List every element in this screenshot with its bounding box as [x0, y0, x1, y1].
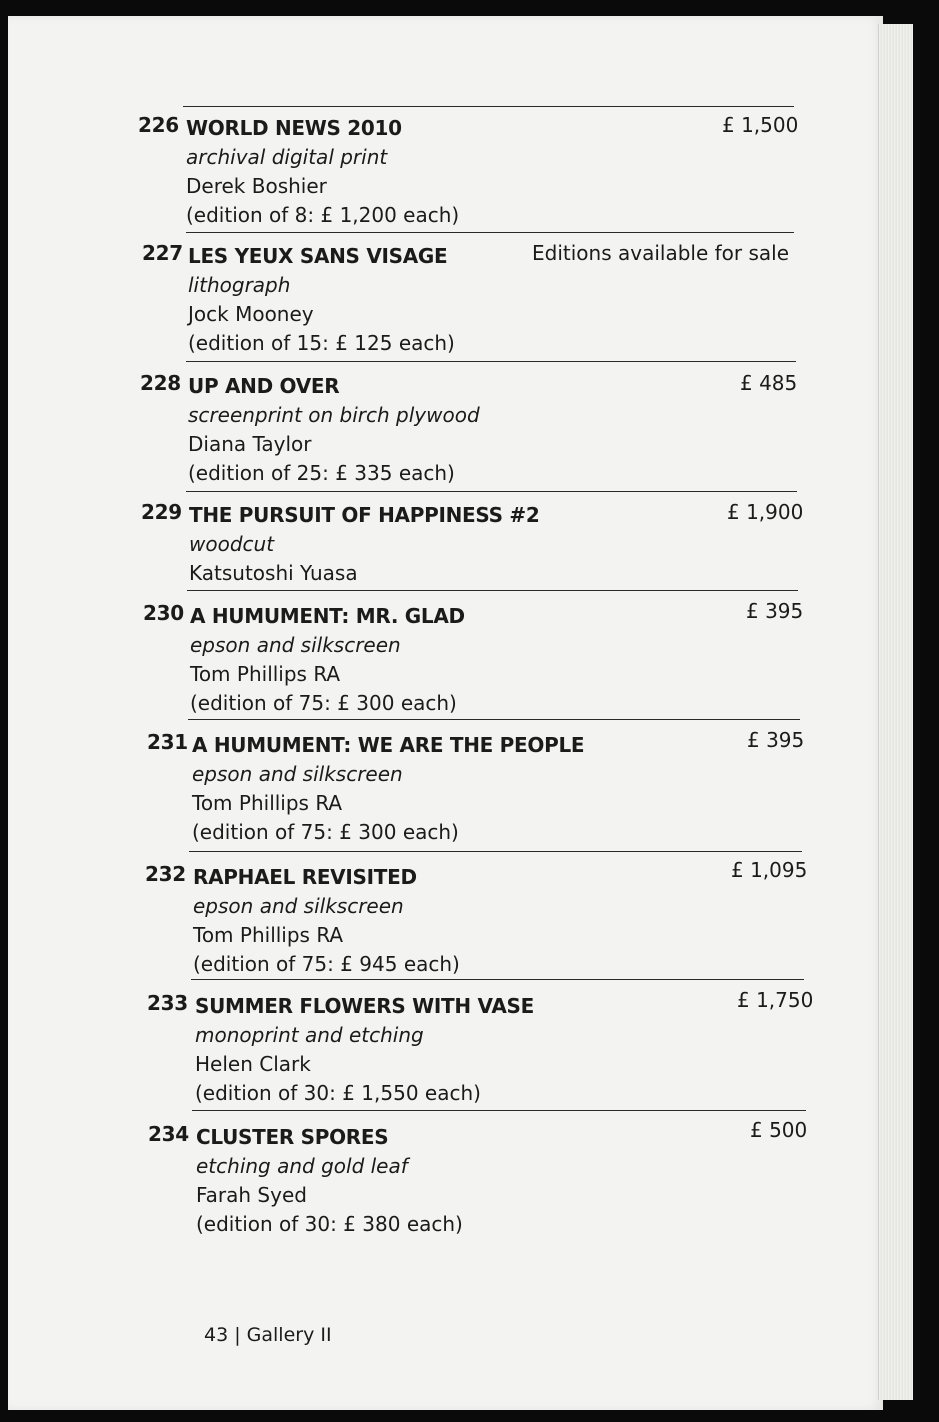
entry-number: 230: [143, 601, 184, 625]
page-edge: [878, 24, 913, 1400]
entry-artist: Derek Boshier: [186, 174, 327, 198]
entry-price: £ 395: [747, 728, 805, 752]
entry-edition: (edition of 75: £ 945 each): [193, 952, 460, 976]
entry-medium: archival digital print: [186, 145, 388, 169]
entry-artist: Katsutoshi Yuasa: [189, 561, 358, 585]
rule-226: [183, 106, 794, 107]
entry-number: 234: [148, 1122, 189, 1146]
entry-artist: Helen Clark: [195, 1052, 311, 1076]
entry-price: £ 1,900: [727, 500, 804, 524]
entry-artist: Tom Phillips RA: [193, 923, 344, 947]
entry-edition: (edition of 15: £ 125 each): [188, 331, 455, 355]
rule-234: [192, 1110, 806, 1111]
entry-medium: epson and silkscreen: [193, 894, 404, 918]
entry-price: £ 1,750: [737, 988, 814, 1012]
entry-artist: Jock Mooney: [188, 302, 314, 326]
entry-title: SUMMER FLOWERS WITH VASE: [195, 994, 534, 1018]
entry-title: WORLD NEWS 2010: [186, 116, 402, 140]
rule-233: [191, 979, 804, 980]
entry-edition: (edition of 75: £ 300 each): [190, 691, 457, 715]
entry-number: 226: [138, 113, 179, 137]
entry-edition: (edition of 30: £ 380 each): [196, 1212, 463, 1236]
entry-title: RAPHAEL REVISITED: [193, 865, 417, 889]
entry-edition: (edition of 8: £ 1,200 each): [186, 203, 460, 227]
entry-artist: Farah Syed: [196, 1183, 307, 1207]
entry-artist: Tom Phillips RA: [190, 662, 341, 686]
entry-edition: (edition of 25: £ 335 each): [188, 461, 455, 485]
rule-230: [187, 590, 798, 591]
rule-232: [189, 851, 802, 852]
entry-title: A HUMUMENT: MR. GLAD: [190, 604, 465, 628]
page-footer: 43 | Gallery II: [204, 1324, 332, 1346]
entry-medium: epson and silkscreen: [190, 633, 401, 657]
entry-price: £ 500: [750, 1118, 808, 1142]
entry-number: 227: [142, 241, 183, 265]
entry-title: THE PURSUIT OF HAPPINESS #2: [189, 503, 540, 527]
entry-medium: monoprint and etching: [195, 1023, 424, 1047]
entry-medium: woodcut: [189, 532, 275, 556]
entry-price: £ 1,500: [722, 113, 799, 137]
entry-medium: screenprint on birch plywood: [188, 403, 480, 427]
entry-title: UP AND OVER: [188, 374, 340, 398]
entry-medium: etching and gold leaf: [196, 1154, 408, 1178]
rule-228: [186, 361, 796, 362]
entry-price: £ 395: [746, 599, 804, 623]
rule-229: [186, 491, 797, 492]
rule-227: [186, 232, 794, 233]
entry-artist: Tom Phillips RA: [192, 791, 343, 815]
entry-price: Editions available for sale: [532, 241, 790, 265]
entry-number: 231: [147, 730, 188, 754]
entry-edition: (edition of 30: £ 1,550 each): [195, 1081, 481, 1105]
entry-number: 229: [141, 500, 182, 524]
entry-medium: epson and silkscreen: [192, 762, 403, 786]
entry-title: CLUSTER SPORES: [196, 1125, 389, 1149]
entry-number: 228: [140, 371, 181, 395]
entry-edition: (edition of 75: £ 300 each): [192, 820, 459, 844]
entry-number: 233: [147, 991, 188, 1015]
entry-number: 232: [145, 862, 186, 886]
entry-price: £ 1,095: [731, 858, 808, 882]
entry-artist: Diana Taylor: [188, 432, 312, 456]
entry-title: LES YEUX SANS VISAGE: [188, 244, 448, 268]
entry-title: A HUMUMENT: WE ARE THE PEOPLE: [192, 733, 585, 757]
rule-231: [188, 719, 800, 720]
entry-medium: lithograph: [188, 273, 291, 297]
entry-price: £ 485: [740, 371, 798, 395]
